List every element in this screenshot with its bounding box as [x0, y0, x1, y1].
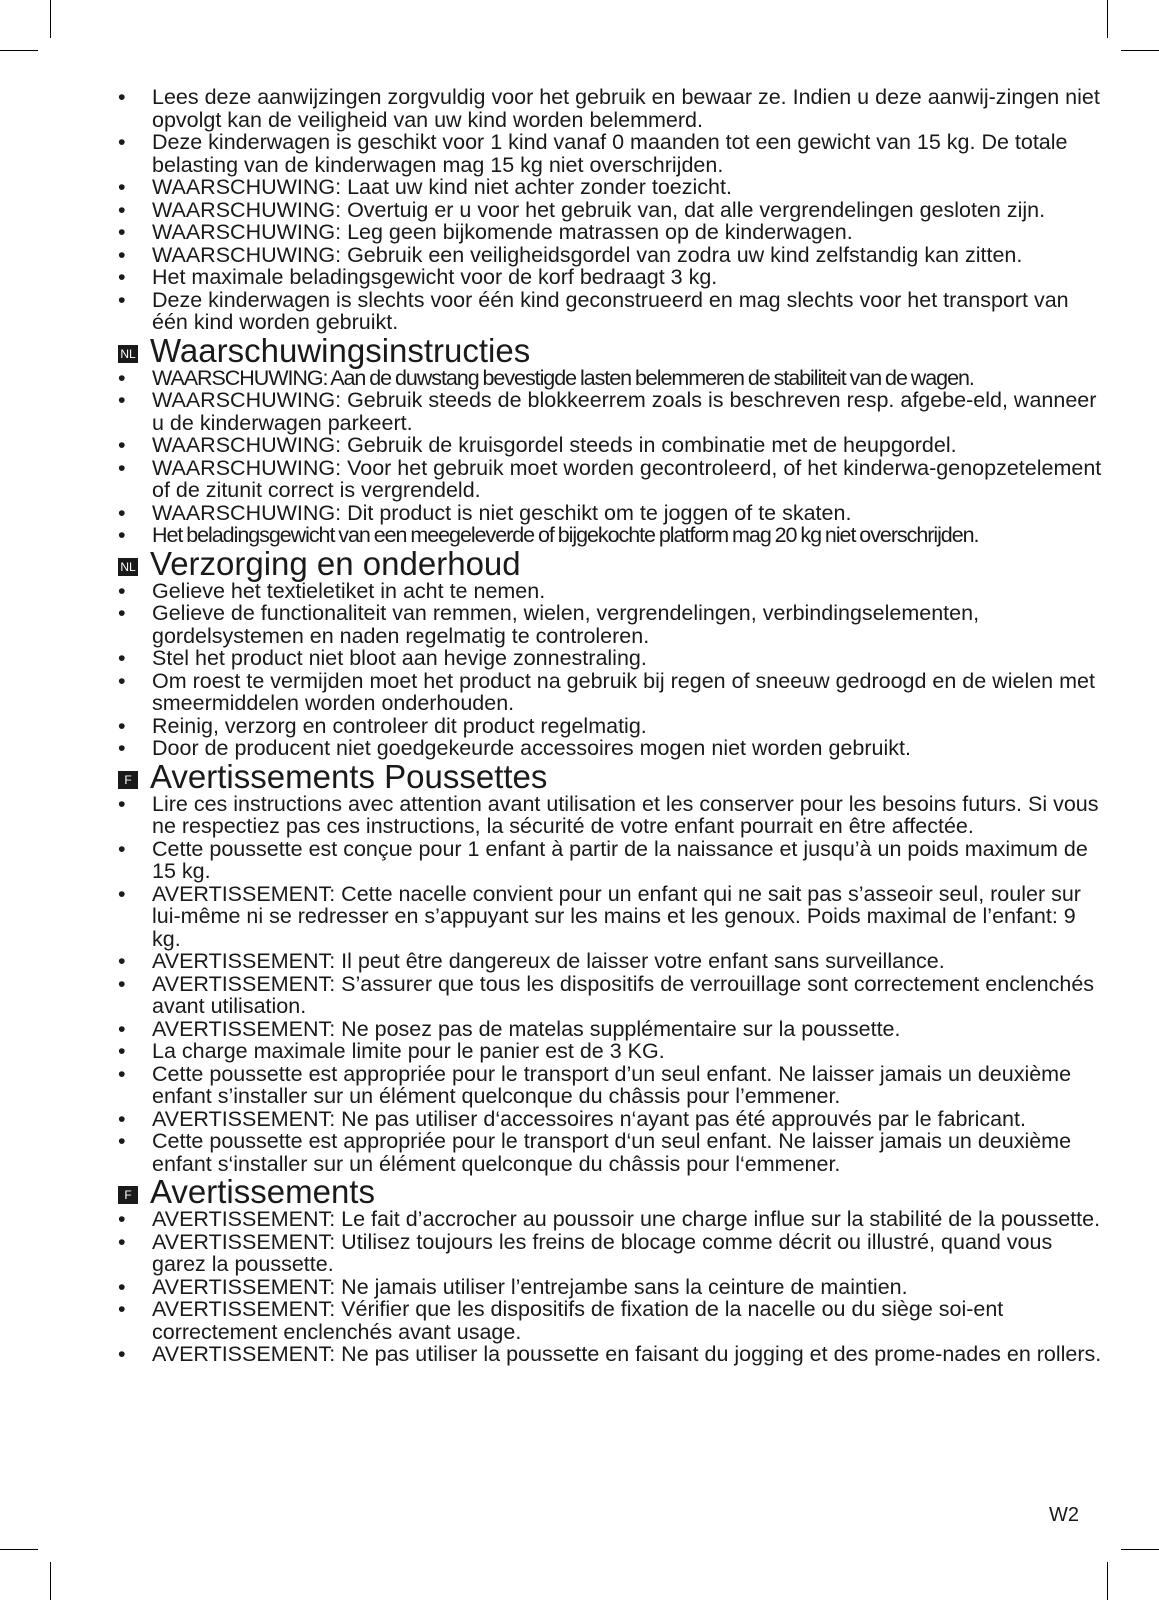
section-title: Avertissements Poussettes — [150, 757, 548, 795]
list-item — [118, 199, 1108, 222]
bullet-icon: • — [118, 1016, 126, 1041]
list-item-text: WAARSCHUWING: Gebruik een veiligheidsgordel van zodra uw kind zelfstandig kan zitten. — [152, 242, 1023, 267]
bullet-icon: • — [118, 1061, 126, 1086]
list-item-text: Deze kinderwagen is geschikt voor 1 kind vanaf 0 maanden tot een gewicht van 15 kg. De totale belasting van de kinderwagen mag 15 kg niet overschrijden. — [152, 130, 1068, 177]
bullet-icon: • — [118, 265, 126, 289]
list-item — [118, 1040, 1108, 1063]
bullet-icon: • — [118, 85, 126, 109]
list-item — [118, 737, 1108, 760]
list-item — [118, 457, 1108, 502]
bullet-icon: • — [118, 791, 126, 816]
section-heading — [118, 757, 1108, 795]
list-item-text: WAARSCHUWING: Gebruik steeds de blokkeerrem zoals is beschreven resp. afgebe-eld, wanneer u de kinderwagen parkeert. — [152, 388, 1097, 435]
list-item — [118, 434, 1108, 457]
list-item-text: Deze kinderwagen is slechts voor één kind geconstrueerd en mag slechts voor het transport van één kind worden gebruikt. — [152, 287, 1069, 334]
list-item-text: Om roest te vermijden moet het product na gebruik bij regen of sneeuw gedroogd en de wielen met smeermiddelen worden onderhouden. — [152, 668, 1095, 715]
list-item-text: WAARSCHUWING: Dit product is niet geschikt om te joggen of te skaten. — [152, 500, 852, 525]
section-title: Verzorging en onderhoud — [150, 544, 521, 582]
bullet-icon: • — [118, 500, 126, 525]
bullet-icon: • — [118, 130, 126, 154]
crop-mark — [1121, 1549, 1159, 1550]
section-heading — [118, 544, 1108, 582]
bullet-list — [118, 86, 1108, 334]
list-item-text: Door de producent niet goedgekeurde accessoires mogen niet worden gebruikt. — [152, 736, 911, 760]
list-item-text: Stel het product niet bloot aan hevige zonnestraling. — [152, 646, 647, 670]
section-title: Avertissements — [150, 1173, 375, 1210]
list-item-text: AVERTISSEMENT: Cette nacelle convient pour un enfant qui ne sait pas s’asseoir seul, rouler sur lui-même ni se redresser en s’appuyant sur les mains et les genoux. Poids maximal de l’enfant: 9 kg. — [152, 881, 1081, 951]
list-item-text: Lees deze aanwijzingen zorgvuldig voor het gebruik en bewaar ze. Indien u deze aanwij-zingen niet opvolgt kan de veiligheid van uw kind worden belemmerd. — [152, 85, 1100, 132]
bullet-icon: • — [118, 1207, 126, 1231]
list-item — [118, 1108, 1108, 1131]
bullet-icon: • — [118, 1274, 126, 1299]
list-item-text: Gelieve het textieletiket in acht te nemen. — [152, 578, 546, 603]
list-item-text: AVERTISSEMENT: Le fait d’accrocher au poussoir une charge influe sur la stabilité de la poussette. — [152, 1207, 1101, 1231]
list-item-text: AVERTISSEMENT: Utilisez toujours les freins de blocage comme décrit ou illustré, quand vous garez la poussette. — [152, 1229, 1053, 1276]
list-item-text: AVERTISSEMENT: Ne jamais utiliser l’entrejambe sans la ceinture de maintien. — [152, 1274, 908, 1299]
list-item-text: Het beladingsgewicht van een meegeleverde of bijgekochte platform mag 20 kg niet overschrijden. — [152, 523, 979, 547]
list-item — [118, 244, 1108, 267]
list-item-text: AVERTISSEMENT: Ne pas utiliser d‘accessoires n‘ayant pas été approuvés par le fabricant. — [152, 1106, 1026, 1131]
bullet-icon: • — [118, 1039, 126, 1063]
list-item-text: Het maximale beladingsgewicht voor de korf bedraagt 3 kg. — [152, 265, 718, 289]
list-item — [118, 580, 1108, 603]
list-item-text: WAARSCHUWING: Leg geen bijkomende matrassen op de kinderwagen. — [152, 220, 853, 244]
crop-mark — [50, 1562, 51, 1600]
list-item — [118, 389, 1108, 434]
list-item — [118, 1231, 1108, 1276]
crop-mark — [50, 0, 51, 38]
list-item — [118, 602, 1108, 647]
bullet-icon: • — [118, 455, 126, 480]
list-item-text: AVERTISSEMENT: Ne posez pas de matelas supplémentaire sur la poussette. — [152, 1016, 901, 1041]
list-item-text: WAARSCHUWING: Laat uw kind niet achter zonder toezicht. — [152, 175, 732, 199]
list-item — [118, 176, 1108, 199]
list-item — [118, 221, 1108, 244]
section-heading — [118, 331, 1108, 369]
list-item-text: AVERTISSEMENT: Il peut être dangereux de laisser votre enfant sans surveillance. — [152, 949, 945, 973]
list-item-text: Cette poussette est appropriée pour le transport d‘un seul enfant. Ne laisser jamais un deuxième enfant s‘installer sur un élément quelconque du châssis pour l‘emmener. — [152, 1129, 1072, 1176]
list-item — [118, 973, 1108, 1018]
bullet-icon: • — [118, 365, 125, 390]
list-item — [118, 1298, 1108, 1343]
bullet-icon: • — [118, 523, 125, 547]
section-title: Waarschuwingsinstructies — [150, 331, 531, 369]
bullet-icon: • — [118, 713, 126, 738]
bullet-list — [118, 367, 1108, 547]
list-item — [118, 131, 1108, 176]
language-badge: NL — [118, 558, 138, 576]
bullet-icon: • — [118, 1129, 126, 1153]
list-item — [118, 838, 1108, 883]
bullet-icon: • — [118, 175, 126, 199]
crop-mark — [1107, 0, 1108, 38]
list-item — [118, 950, 1108, 973]
list-item-text: Reinig, verzorg en controleer dit product regelmatig. — [152, 713, 647, 738]
list-item-text: Gelieve de functionaliteit van remmen, wielen, vergrendelingen, verbindingselementen, gordelsystemen en naden regelmatig te controleren. — [152, 601, 980, 648]
bullet-icon: • — [118, 971, 126, 996]
section-heading — [118, 1173, 1108, 1210]
list-item — [118, 1208, 1108, 1231]
list-item-text: WAARSCHUWING: Aan de duwstang bevestigde lasten belemmeren de stabiliteit van de wagen. — [152, 365, 974, 390]
list-item — [118, 1130, 1108, 1175]
list-item — [118, 367, 1108, 390]
bullet-icon: • — [118, 881, 126, 906]
bullet-icon: • — [118, 601, 126, 625]
bullet-icon: • — [118, 1106, 126, 1131]
list-item-text: AVERTISSEMENT: S’assurer que tous les dispositifs de verrouillage sont correctement enclenchés avant utilisation. — [152, 971, 1095, 1018]
crop-mark — [0, 50, 38, 51]
bullet-icon: • — [118, 736, 126, 760]
bullet-icon: • — [118, 1229, 126, 1254]
bullet-icon: • — [118, 836, 126, 861]
list-item-text: Cette poussette est appropriée pour le transport d’un seul enfant. Ne laisser jamais un deuxième enfant s’installer sur un élément quelconque du châssis pour l’emmener. — [152, 1061, 1072, 1108]
list-item — [118, 883, 1108, 951]
language-badge: F — [118, 771, 138, 789]
language-badge: F — [118, 1186, 138, 1204]
list-item — [118, 1276, 1108, 1299]
page-number: W2 — [1049, 1504, 1079, 1526]
bullet-icon: • — [118, 388, 126, 412]
bullet-icon: • — [118, 433, 126, 457]
bullet-icon: • — [118, 668, 126, 693]
list-item — [118, 86, 1108, 131]
list-item-text: AVERTISSEMENT: Vérifier que les dispositifs de fixation de la nacelle ou du siège soi-ent correctement enclenchés avant usage. — [152, 1297, 1004, 1344]
list-item — [118, 1018, 1108, 1041]
list-item — [118, 670, 1108, 715]
list-item — [118, 793, 1108, 838]
bullet-icon: • — [118, 1342, 126, 1366]
list-item — [118, 502, 1108, 525]
bullet-list — [118, 1208, 1108, 1366]
crop-mark — [1121, 50, 1159, 51]
list-item — [118, 1063, 1108, 1108]
bullet-icon: • — [118, 578, 126, 603]
bullet-icon: • — [118, 242, 126, 267]
list-item-text: WAARSCHUWING: Gebruik de kruisgordel steeds in combinatie met de heupgordel. — [152, 433, 957, 457]
bullet-icon: • — [118, 197, 126, 222]
bullet-icon: • — [118, 949, 126, 973]
list-item — [118, 266, 1108, 289]
list-item — [118, 647, 1108, 670]
list-item — [118, 1343, 1108, 1366]
bullet-icon: • — [118, 220, 126, 244]
list-item-text: AVERTISSEMENT: Ne pas utiliser la poussette en faisant du jogging et des prome-nades en rollers. — [152, 1342, 1102, 1366]
bullet-list — [118, 793, 1108, 1176]
list-item-text: Cette poussette est conçue pour 1 enfant à partir de la naissance et jusqu’à un poids maximum de 15 kg. — [152, 836, 1088, 883]
bullet-icon: • — [118, 1297, 126, 1321]
list-item-text: WAARSCHUWING: Overtuig er u voor het gebruik van, dat alle vergrendelingen gesloten zijn. — [152, 197, 1046, 222]
bullet-icon: • — [118, 287, 126, 312]
list-item-text: Lire ces instructions avec attention avant utilisation et les conserver pour les besoins futurs. Si vous ne respectiez pas ces instructions, la sécurité de votre enfant pourrait en être affectée. — [152, 791, 1099, 838]
list-item-text: WAARSCHUWING: Voor het gebruik moet worden gecontroleerd, of het kinderwa-genopzetelement of de zitunit correct is vergrendeld. — [152, 455, 1102, 502]
list-item — [118, 715, 1108, 738]
list-item-text: La charge maximale limite pour le panier est de 3 KG. — [152, 1039, 665, 1063]
language-badge: NL — [118, 345, 138, 363]
list-item — [118, 289, 1108, 334]
list-item — [118, 524, 1108, 547]
bullet-icon: • — [118, 646, 126, 670]
crop-mark — [1107, 1562, 1108, 1600]
bullet-list — [118, 580, 1108, 760]
document-body — [118, 86, 1108, 1366]
crop-mark — [0, 1549, 38, 1550]
